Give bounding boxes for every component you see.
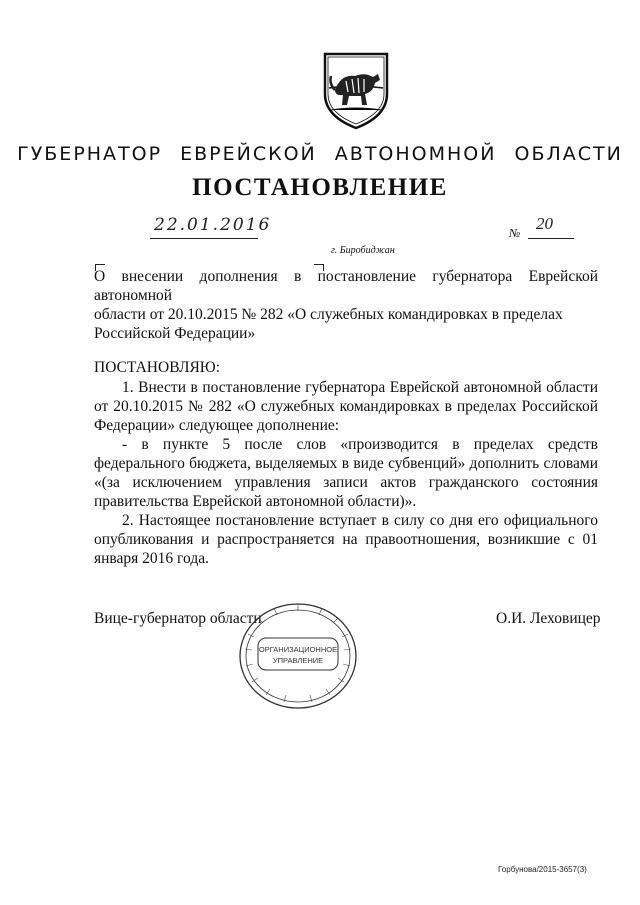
decree-item-1: 1. Внести в постановление губернатора Еврейской автономной области от 20.10.2015 № 282 «О служебных командировках в пределах Российской Федерации» следующее дополнение: [94,379,598,434]
number-label: № [509,226,521,240]
signatory-position: Вице-губернатор области [94,610,262,627]
region-coat-of-arms-icon [321,50,391,132]
subject-line: О внесении дополнения в постановление губернатора Еврейской автономной [94,268,598,304]
decree-item-1-sub: - в пункте 5 после слов «производится в пределах средств федерального бюджета, выделяемых в виде субвенций» дополнить словами «(за исключением управления записи актов гражданского состояния правительства Еврейской автономной области)». [94,436,598,510]
stamp-text-2: УПРАВЛЕНИЕ [272,656,324,665]
decree-item-2: 2. Настоящее постановление вступает в силу со дня его официального опубликования и распространяется на правоотношения, возникшие с 01 января 2016 года. [94,512,598,567]
signatory-name: О.И. Леховицер [496,610,601,627]
document-type: ПОСТАНОВЛЕНИЕ [192,174,448,201]
document-number: 20 [536,214,553,233]
city: г. Биробиджан [331,245,395,256]
official-stamp [228,594,368,714]
stamp-text-1: ОРГАНИЗАЦИОННОЕ [258,645,338,654]
document-subject [94,267,598,343]
subject-line: области от 20.10.2015 № 282 «О служебных командировках в пределах [94,306,563,323]
subject-line: Российской Федерации» [94,325,256,342]
footer-code: Горбунова/2015-3657(3) [498,865,587,874]
governor-title: ГУБЕРНАТОР ЕВРЕЙСКОЙ АВТОНОМНОЙ ОБЛАСТИ [17,143,623,165]
document-date: 22.01.2016 [154,215,272,235]
decree-word: ПОСТАНОВЛЯЮ: [94,359,221,376]
